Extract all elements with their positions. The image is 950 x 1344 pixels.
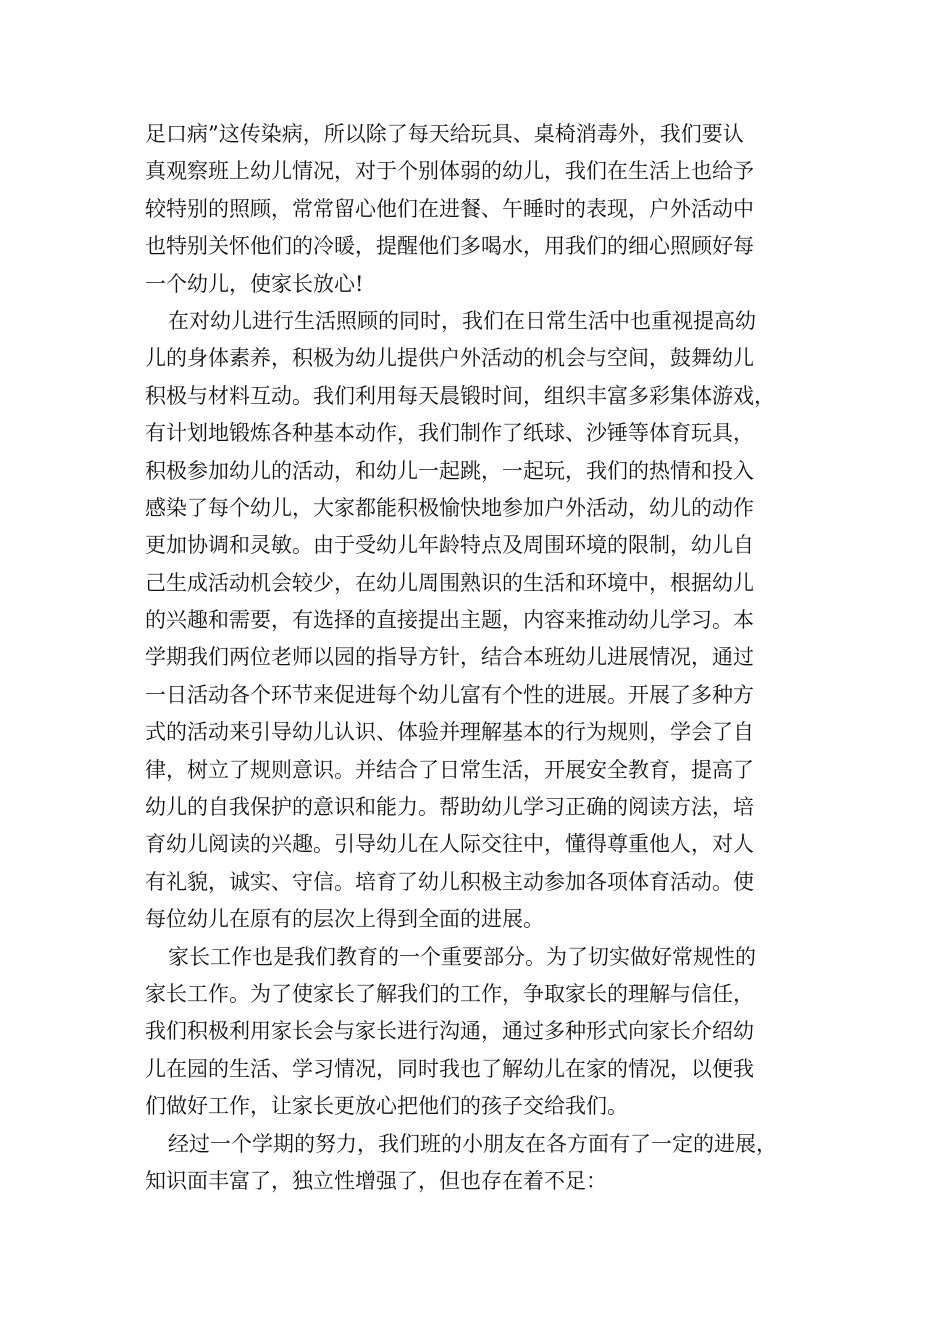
text-line: 积极参加幼儿的活动，和幼儿一起跳，一起玩，我们的热情和投入 bbox=[145, 458, 754, 483]
text-line: 式的活动来引导幼儿认识、体验并理解基本的行为规则，学会了自 bbox=[145, 720, 754, 745]
paragraph-1 bbox=[145, 116, 827, 303]
paragraph-4 bbox=[145, 1126, 827, 1201]
text-line: 足口病”这传染病，所以除了每天给玩具、桌椅消毒外，我们要认 bbox=[145, 122, 744, 146]
paragraph-2 bbox=[145, 303, 827, 939]
text-line: 有礼貌，诚实、守信。培育了幼儿积极主动参加各项体育活动。使 bbox=[145, 869, 754, 894]
text-line: 我们积极利用家长会与家长进行沟通，通过多种形式向家长介绍幼 bbox=[145, 1019, 754, 1044]
text-line: 的兴趣和需要，有选择的直接提出主题，内容来推动幼儿学习。本 bbox=[145, 608, 754, 633]
text-line: 们做好工作，让家长更放心把他们的孩子交给我们。 bbox=[145, 1094, 628, 1119]
text-line: 一个幼儿，使家长放心! bbox=[145, 271, 364, 296]
text-line: 家长工作。为了使家长了解我们的工作，争取家长的理解与信任， bbox=[145, 981, 754, 1006]
text-line: 家长工作也是我们教育的一个重要部分。为了切实做好常规性的 bbox=[168, 944, 756, 969]
text-line: 每位幼儿在原有的层次上得到全面的进展。 bbox=[145, 907, 544, 932]
text-line: 学期我们两位老师以园的指导方针，结合本班幼儿进展情况，通过 bbox=[145, 645, 754, 670]
document-body bbox=[145, 116, 827, 1200]
text-line: 己生成活动机会较少，在幼儿周围熟识的生活和环境中，根据幼儿 bbox=[145, 570, 754, 595]
text-line: 儿在园的生活、学习情况，同时我也了解幼儿在家的情况，以便我 bbox=[145, 1056, 754, 1081]
text-line: 经过一个学期的努力，我们班的小朋友在各方面有了一定的进展， bbox=[168, 1131, 777, 1156]
text-line: 积极与材料互动。我们利用每天晨锻时间，组织丰富多彩集体游戏， bbox=[145, 383, 775, 408]
text-line: 更加协调和灵敏。由于受幼儿年龄特点及周围环境的限制，幼儿自 bbox=[145, 533, 754, 558]
paragraph-3 bbox=[145, 939, 827, 1126]
text-line: 较特别的照顾，常常留心他们在进餐、午睡时的表现，户外活动中 bbox=[145, 196, 754, 221]
text-line: 律，树立了规则意识。并结合了日常生活，开展安全教育，提高了 bbox=[145, 757, 754, 782]
text-line: 真观察班上幼儿情况，对于个别体弱的幼儿，我们在生活上也给予 bbox=[145, 159, 754, 184]
text-line: 知识面丰富了，独立性增强了，但也存在着不足： bbox=[145, 1168, 607, 1193]
text-line: 在对幼儿进行生活照顾的同时，我们在日常生活中也重视提高幼 bbox=[168, 308, 756, 333]
text-line: 也特别关怀他们的冷暖，提醒他们多喝水，用我们的细心照顾好每 bbox=[145, 234, 754, 259]
text-line: 有计划地锻炼各种基本动作，我们制作了纸球、沙锤等体育玩具， bbox=[145, 421, 754, 446]
text-line: 育幼儿阅读的兴趣。引导幼儿在人际交往中，懂得尊重他人，对人 bbox=[145, 832, 754, 857]
text-line: 儿的身体素养，积极为幼儿提供户外活动的机会与空间，鼓舞幼儿 bbox=[145, 346, 754, 371]
text-line: 幼儿的自我保护的意识和能力。帮助幼儿学习正确的阅读方法，培 bbox=[145, 795, 754, 820]
text-line: 感染了每个幼儿，大家都能积极愉快地参加户外活动，幼儿的动作 bbox=[145, 495, 754, 520]
text-line: 一日活动各个环节来促进每个幼儿富有个性的进展。开展了多种方 bbox=[145, 682, 754, 707]
